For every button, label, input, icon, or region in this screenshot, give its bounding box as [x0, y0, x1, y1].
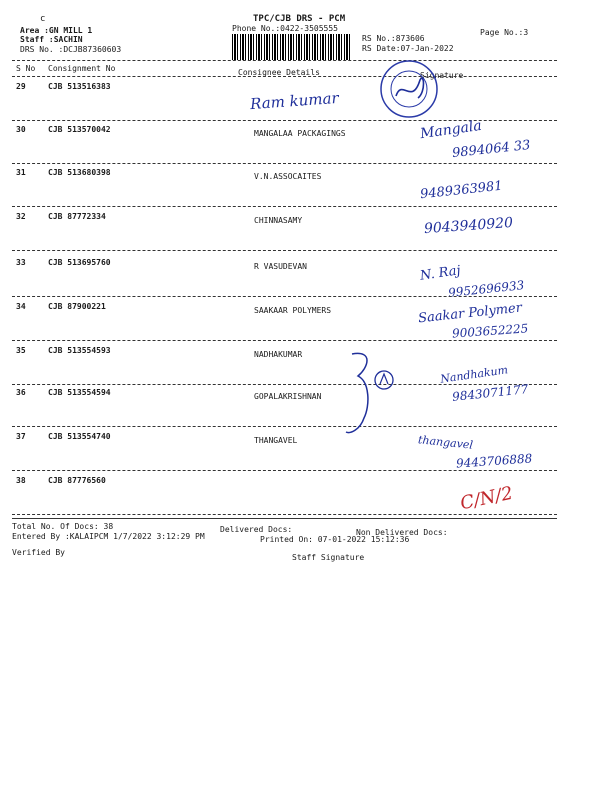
row-consignment-number: CJB 87900221 [48, 302, 106, 311]
row-divider [12, 426, 557, 427]
row-consignment-number: CJB 87776560 [48, 476, 106, 485]
row-consignee-name: GOPALAKRISHNAN [254, 392, 322, 401]
barcode [232, 34, 352, 60]
phone-number: Phone No.:0422-3505555 [232, 24, 338, 33]
verified-by: Verified By [12, 548, 65, 557]
handwritten-note: C/N/2 [458, 482, 515, 515]
handwritten-note: Saakar Polymer [417, 300, 523, 327]
row-consignee-name: THANGAVEL [254, 436, 298, 445]
handwritten-note: 9843071177 [451, 382, 529, 404]
col-sno: S No [16, 64, 36, 73]
handwritten-note: Mangala [419, 117, 483, 143]
row-serial-number: 31 [16, 168, 26, 177]
row-serial-number: 35 [16, 346, 26, 355]
handwritten-note: 9894064 33 [451, 137, 532, 162]
row-divider [12, 296, 557, 297]
row-consignee-name: NADHAKUMAR [254, 350, 303, 359]
col-consignment: Consignment No [48, 64, 116, 73]
row-serial-number: 37 [16, 432, 26, 441]
rs-number: RS No.:873606 [362, 34, 425, 43]
row-consignment-number: CJB 513554593 [48, 346, 111, 355]
area-label: Area :GN MILL 1 [20, 26, 93, 35]
row-consignee-name: R VASUDEVAN [254, 262, 307, 271]
handwritten-note: 9443706888 [455, 451, 533, 471]
row-divider [12, 470, 557, 471]
row-consignment-number: CJB 513570042 [48, 125, 111, 134]
row-divider [12, 163, 557, 164]
row-divider [12, 340, 557, 341]
col-signature: Signature [420, 71, 464, 80]
divider [12, 76, 557, 77]
total-docs: Total No. Of Docs: 38 [12, 522, 114, 531]
company-stamp [378, 58, 440, 120]
row-divider [12, 206, 557, 207]
row-consignment-number: CJB 513554740 [48, 432, 111, 441]
row-consignee-name: MANGALAA PACKAGINGS [254, 129, 346, 138]
row-consignment-number: CJB 513554594 [48, 388, 111, 397]
non-delivered-docs: Non Delivered Docs: [356, 528, 448, 537]
top-mark: c [40, 14, 46, 24]
row-consignee-name: CHINNASAMY [254, 216, 303, 225]
staff-signature: Staff Signature [292, 553, 365, 562]
page-number: Page No.:3 [480, 28, 529, 37]
handwritten-note: 9003652225 [451, 321, 529, 341]
row-serial-number: 32 [16, 212, 26, 221]
col-consignee: Consignee Details [238, 68, 320, 77]
rs-date: RS Date:07-Jan-2022 [362, 44, 454, 53]
row-consignee-name: V.N.ASSOCAITES [254, 172, 322, 181]
drs-number: DRS No. :DCJB87360603 [20, 45, 122, 54]
row-divider [12, 514, 557, 515]
row-consignment-number: CJB 513680398 [48, 168, 111, 177]
row-serial-number: 29 [16, 82, 26, 91]
row-divider [12, 384, 557, 385]
row-consignment-number: CJB 513516383 [48, 82, 111, 91]
divider [12, 60, 557, 61]
printed-on: Printed On: 07-01-2022 15:12:36 [260, 535, 410, 544]
handwritten-note: Ram kumar [249, 88, 340, 114]
row-divider [12, 250, 557, 251]
delivered-docs: Delivered Docs: [220, 525, 293, 534]
row-serial-number: 30 [16, 125, 26, 134]
divider [12, 518, 557, 519]
row-consignment-number: CJB 87772334 [48, 212, 106, 221]
row-serial-number: 36 [16, 388, 26, 397]
handwritten-note: thangavel [417, 433, 474, 452]
row-serial-number: 33 [16, 258, 26, 267]
handwritten-note: 9952696933 [447, 278, 525, 300]
report-title: TPC/CJB DRS - PCM [253, 14, 346, 24]
staff-label: Staff :SACHIN [20, 35, 83, 44]
handwritten-note: 9043940920 [423, 214, 514, 238]
handwritten-note: 9489363981 [419, 178, 504, 203]
row-consignee-name: SAAKAAR POLYMERS [254, 306, 332, 315]
entered-by: Entered By :KALAIPCM 1/7/2022 3:12:29 PM [12, 532, 205, 541]
handwritten-note: Nandhakum [439, 363, 509, 386]
row-serial-number: 34 [16, 302, 26, 311]
row-consignment-number: CJB 513695760 [48, 258, 111, 267]
handwritten-note: N. Raj [419, 263, 462, 284]
signature-scribble [340, 346, 400, 442]
row-serial-number: 38 [16, 476, 26, 485]
